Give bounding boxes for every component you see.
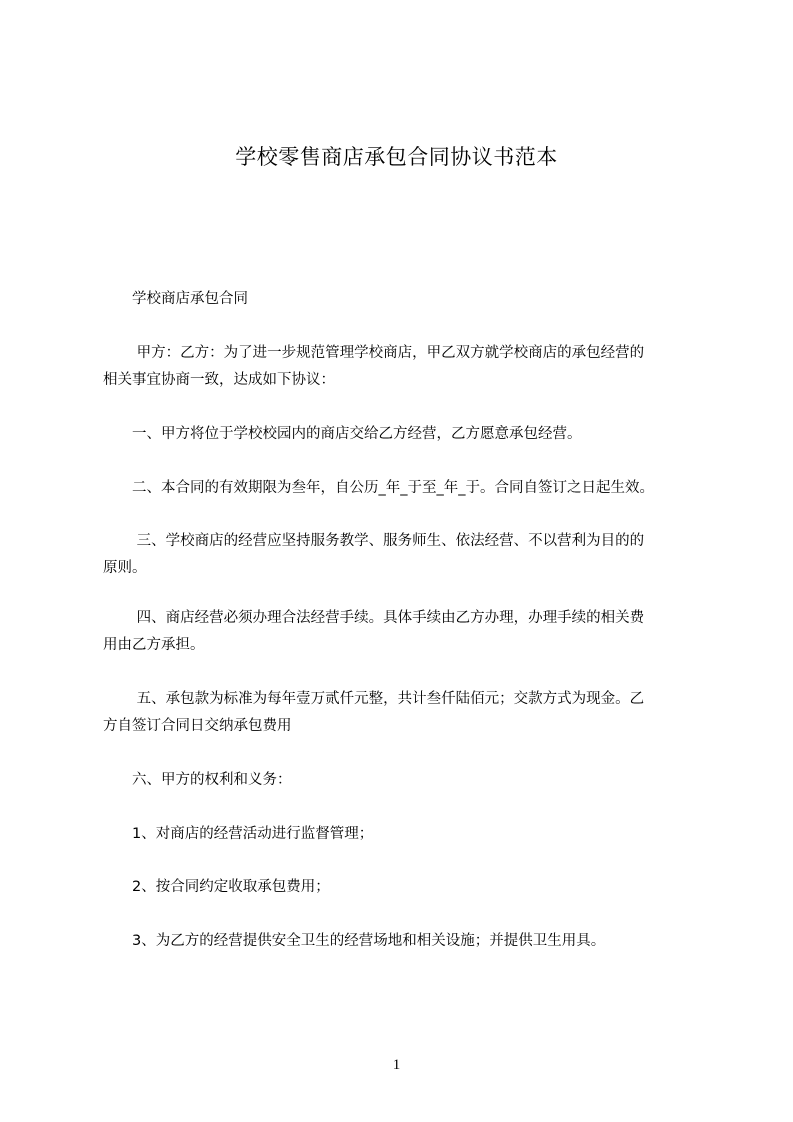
paragraph-clause-4 <box>103 605 711 659</box>
page-number: 1 <box>392 1057 401 1073</box>
paragraph-line: 六、甲方的权利和义务： <box>103 772 292 788</box>
paragraph-line: 原则。 <box>103 560 147 576</box>
paragraph-clause-3 <box>103 528 711 582</box>
paragraph-line: 五、承包款为标准为每年壹万贰仟元整，共计叁仟陆佰元；交款方式为现金。乙 <box>103 691 645 707</box>
paragraph-line: 三、学校商店的经营应坚持服务教学、服务师生、依法经营、不以营利为目的的 <box>103 533 645 549</box>
paragraph-line: 用由乙方承担。 <box>103 637 205 653</box>
paragraph-clause-6 <box>103 767 711 794</box>
paragraph-item-2 <box>103 874 711 901</box>
paragraph-clause-5 <box>103 686 711 740</box>
paragraph-line: 方自签订合同日交纳承包费用 <box>103 718 292 734</box>
paragraph-line: 相关事宜协商一致，达成如下协议： <box>103 372 335 388</box>
paragraph-parties-intro <box>103 340 711 394</box>
paragraph-line: 甲方：乙方：为了进一步规范管理学校商店，甲乙双方就学校商店的承包经营的 <box>103 345 645 361</box>
paragraph-line: 2、按合同约定收取承包费用； <box>103 879 330 895</box>
document-title: 学校零售商店承包合同协议书范本 <box>235 145 558 169</box>
paragraph-item-1 <box>103 821 711 848</box>
paragraph-contract-heading <box>103 286 711 313</box>
paragraph-clause-1 <box>103 421 711 448</box>
paragraph-clause-2 <box>103 475 711 502</box>
paragraph-line: 一、甲方将位于学校校园内的商店交给乙方经营，乙方愿意承包经营。 <box>103 426 582 442</box>
paragraph-line: 四、商店经营必须办理合法经营手续。具体手续由乙方办理，办理手续的相关费 <box>103 610 645 626</box>
paragraph-line: 3、为乙方的经营提供安全卫生的经营场地和相关设施；并提供卫生用具。 <box>103 933 606 949</box>
paragraph-line: 1、对商店的经营活动进行监督管理； <box>103 826 374 842</box>
paragraph-line: 学校商店承包合同 <box>103 291 248 307</box>
paragraph-item-3 <box>103 928 711 955</box>
paragraph-line: 二、本合同的有效期限为叁年，自公历_年_于至_年_于。合同自签订之日起生效。 <box>103 480 654 496</box>
